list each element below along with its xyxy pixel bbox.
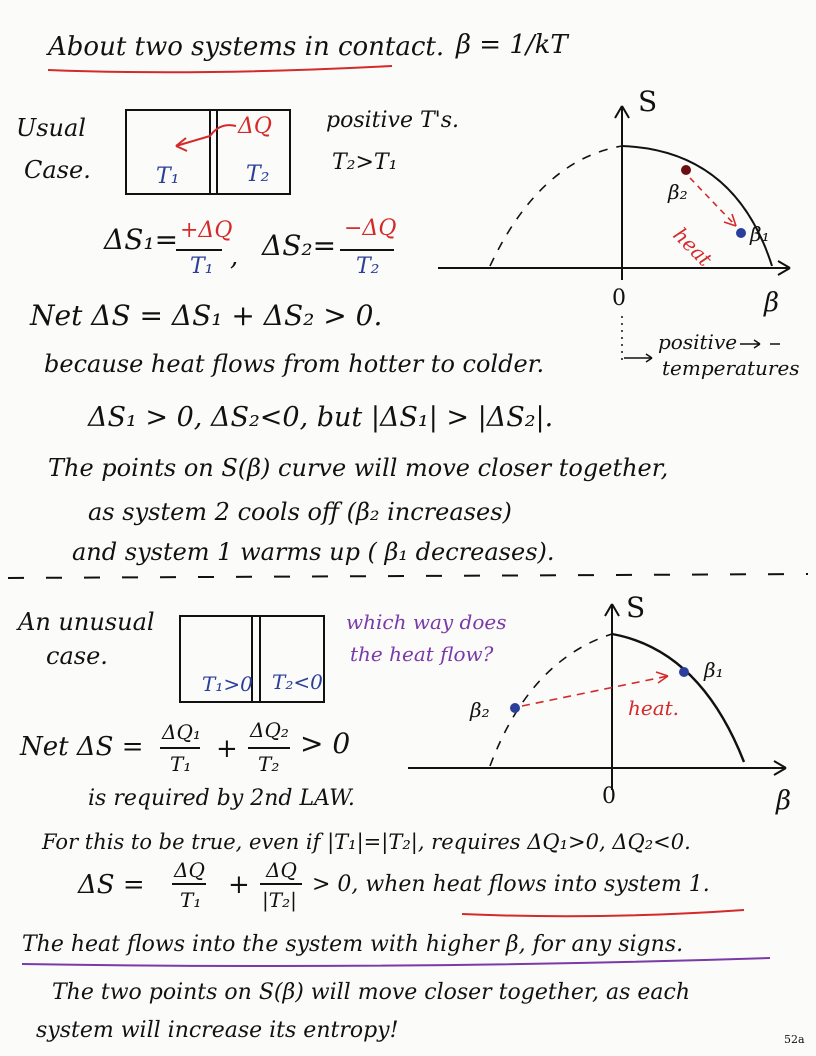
unusual-label-1: An unusual — [18, 608, 155, 636]
unusual-question-2: the heat flow? — [350, 642, 494, 666]
dq-den-b: |T₂| — [262, 888, 297, 912]
graph2-b1-label: β₁ — [704, 658, 724, 682]
usual-note-1: positive T's. — [326, 108, 459, 133]
graph1-beta-label: β — [764, 288, 780, 318]
dq-num-a: ΔQ — [174, 858, 205, 882]
ds-comma: , — [230, 242, 239, 272]
graph2-point-b2 — [510, 703, 520, 713]
for-this-line: For this to be true, even if |T₁|=|T₂|, requires ΔQ₁>0, ΔQ₂<0. — [42, 830, 691, 854]
graph1-zero-label: 0 — [612, 286, 626, 311]
required-line: is required by 2nd LAW. — [88, 786, 355, 811]
separator-dashed-line — [8, 574, 808, 578]
points-line-2: as system 2 cools off (β₂ increases) — [88, 498, 512, 526]
ds1-num: +ΔQ — [180, 218, 233, 243]
because-line: because heat flows from hotter to colder. — [44, 350, 545, 378]
unusual-question-1: which way does — [346, 610, 507, 634]
dq-num-b: ΔQ — [266, 858, 297, 882]
graph1-pos-line-1: positive — [658, 330, 738, 354]
dq1-num: ΔQ₁ — [162, 720, 201, 744]
usual-box-dq: ΔQ — [238, 114, 272, 139]
page-number: 52a — [784, 1033, 805, 1046]
ds-compare-line: ΔS₁ > 0, ΔS₂<0, but |ΔS₁| > |ΔS₂|. — [88, 402, 554, 433]
unusual-plus: + — [216, 734, 238, 764]
dq-den-a: T₁ — [180, 888, 202, 912]
unusual-net-lhs: Net ΔS = — [20, 732, 144, 762]
graph1-b1-label: β₁ — [750, 222, 770, 246]
usual-box-t2: T₂ — [246, 162, 270, 187]
graph1-pos-arrow-2 — [740, 340, 760, 348]
graph1-heat-label: heat — [668, 222, 718, 272]
net-ds-line: Net ΔS = ΔS₁ + ΔS₂ > 0. — [30, 299, 383, 332]
final-line-2: system will increase its entropy! — [36, 1018, 399, 1043]
page-title: About two systems in contact. — [48, 32, 445, 62]
ds2-lhs: ΔS₂= — [262, 229, 337, 262]
graph1-pos-line-2: temperatures — [662, 356, 800, 380]
when-line: > 0, when heat flows into system 1. — [312, 872, 710, 897]
unusual-label-2: case. — [46, 642, 108, 670]
dq2-num: ΔQ₂ — [250, 718, 289, 742]
graph2-heat-label: heat. — [628, 696, 680, 720]
graph2-zero-label: 0 — [602, 784, 616, 809]
graph1-heat-arrow — [690, 178, 736, 226]
graph1-point-b2 — [681, 165, 691, 175]
ds-lhs: ΔS = — [78, 870, 145, 900]
graph1-curve-dashed — [490, 146, 622, 266]
graph1-b2-label: β₂ — [668, 180, 688, 204]
usual-heat-arrow — [176, 125, 236, 146]
conclusion-line: The heat flows into the system with higher β, for any signs. — [22, 932, 684, 957]
dq1-den: T₁ — [170, 752, 192, 776]
graph2-beta-label: β — [776, 786, 792, 816]
dq2-den: T₂ — [258, 752, 280, 776]
usual-note-2: T₂>T₁ — [332, 150, 398, 175]
conclusion-underline — [22, 958, 770, 966]
graph2-s-label: S — [626, 591, 646, 624]
beta-definition: β = 1/kT — [456, 30, 568, 60]
graph1-pos-arrow — [624, 354, 652, 362]
usual-box-t1: T₁ — [156, 164, 180, 189]
graph2-point-b1 — [679, 667, 689, 677]
points-line-1: The points on S(β) curve will move closer together, — [48, 454, 669, 482]
graph1-point-b1 — [736, 228, 746, 238]
ds2-den: T₂ — [356, 254, 380, 279]
points-line-3: and system 1 warms up ( β₁ decreases). — [72, 538, 555, 566]
title-underline — [48, 66, 392, 72]
unusual-gt-zero: > 0 — [300, 727, 351, 760]
ds1-den: T₁ — [190, 254, 214, 279]
ds2-num: −ΔQ — [344, 216, 397, 241]
graph1-s-label: S — [638, 85, 658, 118]
unusual-plus-2: + — [228, 870, 250, 900]
unusual-box-t2: T₂<0 — [272, 670, 323, 694]
final-line-1: The two points on S(β) will move closer together, as each — [52, 980, 691, 1005]
ds1-lhs: ΔS₁= — [104, 223, 179, 256]
usual-label-1: Usual — [16, 114, 86, 142]
unusual-box-t1: T₁>0 — [202, 672, 253, 696]
graph2-b2-label: β₂ — [470, 698, 490, 722]
usual-label-2: Case. — [24, 156, 91, 184]
heat-flows-underline — [462, 910, 744, 916]
